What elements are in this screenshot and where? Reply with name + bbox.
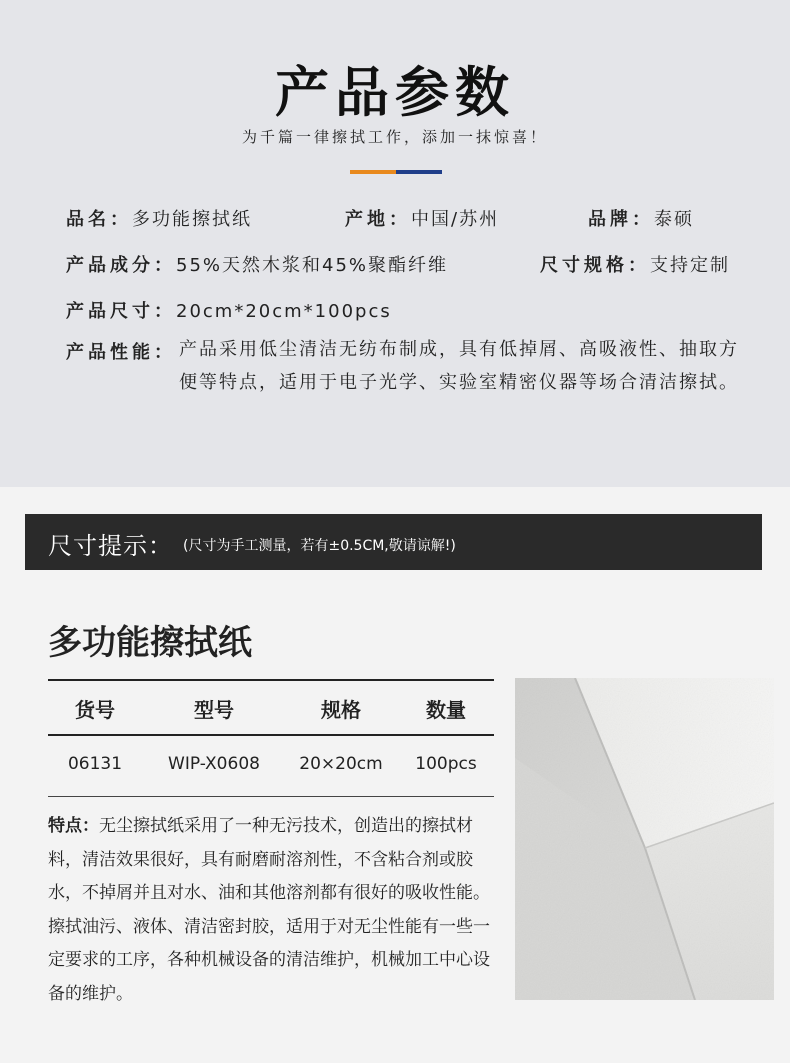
size-notice-text: (尺寸为手工测量，若有±0.5CM,敬请谅解!) [183,538,456,554]
spec-name-key: 品名： [66,209,132,230]
column-header-item-no: 货号 [75,698,115,722]
accent-orange-bar [350,170,396,174]
product-title: 多功能擦拭纸 [48,623,252,663]
spec-composition-value: 55%天然木浆和45%聚酯纤维 [176,255,449,276]
spec-origin [345,205,499,231]
spec-brand-value: 泰硕 [654,209,694,230]
section-title: 产品参数 [275,61,515,124]
table-bottom-rule [48,796,494,797]
spec-brand [588,205,694,231]
spec-origin-key: 产地： [345,209,411,230]
spec-name [66,205,252,231]
spec-spec-value: 支持定制 [650,255,730,276]
spec-origin-value: 中国/苏州 [411,209,500,230]
spec-composition-key: 产品成分： [66,255,176,276]
cell-item-no: 06131 [67,754,123,774]
product-features [48,810,500,1011]
column-header-model: 型号 [194,698,234,722]
accent-divider [350,170,442,174]
table-header-rule [48,734,494,736]
spec-brand-key: 品牌： [588,209,654,230]
spec-perf-key-wrap [66,338,176,364]
cell-model: WIP-X0608 [168,754,260,774]
accent-blue-bar [396,170,442,174]
cell-spec: 20×20cm [299,754,383,774]
column-header-quantity: 数量 [426,698,466,722]
column-header-spec: 规格 [321,698,361,722]
table-top-rule [48,679,494,681]
product-photo [515,678,774,1000]
spec-size [66,297,392,323]
spec-perf-key: 产品性能： [66,342,176,363]
spec-size-key: 产品尺寸： [66,301,176,322]
size-notice-title: 尺寸提示： [48,532,173,560]
features-text: 无尘擦拭纸采用了一种无污技术，创造出的擦拭材料，清洁效果很好，具有耐磨耐溶剂性，不含粘合剂或胶水，不掉屑并且对水、油和其他溶剂都有很好的吸收性能。擦拭油污、液体、清洁密封胶，适用于对无尘性能有一些一定要求的工序，各种机械设备的清洁维护，机械加工中心设备的维护。 [48,816,490,1004]
wipe-paper-image [515,678,774,1000]
product-params-section [0,0,790,487]
features-label: 特点： [48,816,99,836]
cell-quantity: 100pcs [415,754,477,774]
spec-spec-key: 尺寸规格： [540,255,650,276]
size-notice-banner [25,514,762,570]
spec-size-value: 20cm*20cm*100pcs [176,301,392,322]
section-subtitle: 为千篇一律擦拭工作，添加一抹惊喜！ [241,128,548,146]
spec-name-value: 多功能擦拭纸 [132,209,252,230]
spec-composition [66,251,448,277]
spec-perf-value: 产品采用低尘清洁无纺布制成，具有低掉屑、高吸液性、抽取方便等特点，适用于电子光学、实验室精密仪器等场合清洁擦拭。 [179,339,739,393]
spec-spec [540,251,730,277]
